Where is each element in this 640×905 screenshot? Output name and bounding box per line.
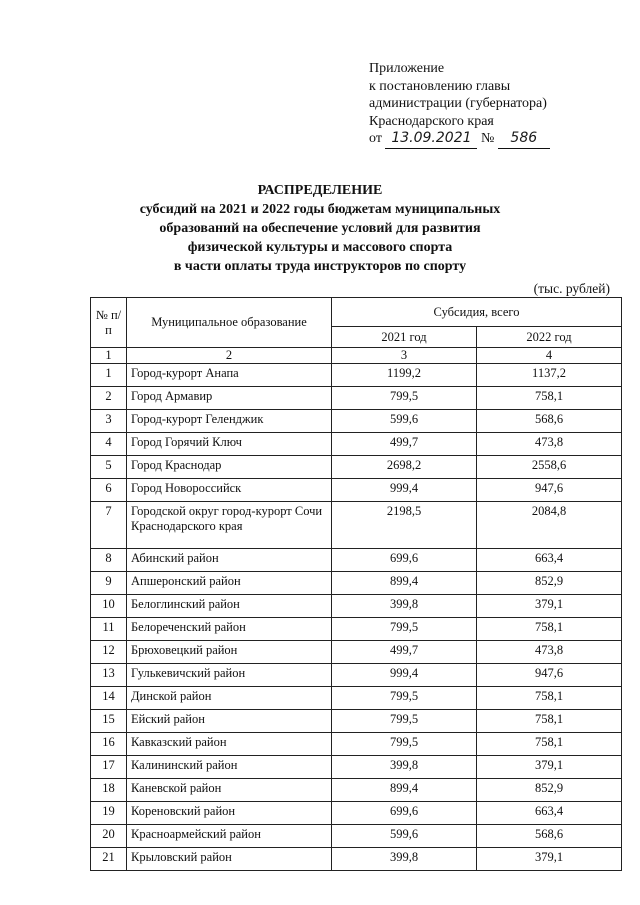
column-number: 3 <box>332 348 477 364</box>
subsidy-2022: 379,1 <box>477 756 622 779</box>
table-row <box>91 802 622 825</box>
subsidy-2022: 758,1 <box>477 387 622 410</box>
header-year-2021: 2021 год <box>332 327 477 348</box>
subsidy-2021: 999,4 <box>332 664 477 687</box>
column-number: 4 <box>477 348 622 364</box>
handwritten-number: 586 <box>498 130 550 149</box>
subsidy-2021: 799,5 <box>332 387 477 410</box>
subsidy-2022: 473,8 <box>477 641 622 664</box>
row-number: 21 <box>91 848 127 871</box>
subsidy-2022: 473,8 <box>477 433 622 456</box>
municipality-name: Ейский район <box>127 710 332 733</box>
row-number: 2 <box>91 387 127 410</box>
appendix-line: администрации (губернатора) <box>369 96 547 111</box>
table-row <box>91 710 622 733</box>
subsidy-2021: 599,6 <box>332 825 477 848</box>
municipality-name: Город Новороссийск <box>127 479 332 502</box>
municipality-name: Город-курорт Геленджик <box>127 410 332 433</box>
title-line: субсидий на 2021 и 2022 годы бюджетам муниципальных <box>139 202 501 217</box>
table-row <box>91 779 622 802</box>
subsidy-2021: 799,5 <box>332 618 477 641</box>
subsidy-table <box>90 297 622 871</box>
subsidy-2022: 1137,2 <box>477 364 622 387</box>
row-number: 13 <box>91 664 127 687</box>
subsidy-2022: 758,1 <box>477 687 622 710</box>
table-row <box>91 572 622 595</box>
row-number: 17 <box>91 756 127 779</box>
column-number-row <box>91 348 622 364</box>
row-number: 10 <box>91 595 127 618</box>
row-number: 19 <box>91 802 127 825</box>
subsidy-2022: 852,9 <box>477 779 622 802</box>
header-year-2022: 2022 год <box>477 327 622 348</box>
row-number: 8 <box>91 549 127 572</box>
row-number: 11 <box>91 618 127 641</box>
subsidy-2022: 2558,6 <box>477 456 622 479</box>
column-number: 2 <box>127 348 332 364</box>
title-line: в части оплаты труда инструкторов по спорту <box>173 259 467 274</box>
row-number: 15 <box>91 710 127 733</box>
municipality-name: Динской район <box>127 687 332 710</box>
municipality-name: Калининский район <box>127 756 332 779</box>
subsidy-2021: 699,6 <box>332 549 477 572</box>
document-title <box>0 181 640 276</box>
header-subsidy: Субсидия, всего <box>332 298 622 327</box>
subsidy-2021: 2198,5 <box>332 502 477 549</box>
subsidy-2021: 799,5 <box>332 733 477 756</box>
row-number: 1 <box>91 364 127 387</box>
date-number-line <box>369 130 550 149</box>
subsidy-2021: 399,8 <box>332 756 477 779</box>
title-line: физической культуры и массового спорта <box>187 240 453 255</box>
municipality-name: Городской округ город-курорт Сочи Краснодарского края <box>127 502 332 549</box>
subsidy-2021: 2698,2 <box>332 456 477 479</box>
appendix-block <box>369 60 550 149</box>
subsidy-2022: 852,9 <box>477 572 622 595</box>
municipality-name: Крыловский район <box>127 848 332 871</box>
municipality-name: Город Краснодар <box>127 456 332 479</box>
table-row <box>91 549 622 572</box>
table-row <box>91 664 622 687</box>
table-row <box>91 825 622 848</box>
subsidy-2021: 1199,2 <box>332 364 477 387</box>
municipality-name: Город Армавир <box>127 387 332 410</box>
subsidy-2021: 899,4 <box>332 779 477 802</box>
subsidy-2022: 663,4 <box>477 802 622 825</box>
appendix-line: Приложение <box>369 61 445 76</box>
table-row <box>91 433 622 456</box>
municipality-name: Город-курорт Анапа <box>127 364 332 387</box>
municipality-name: Гулькевичский район <box>127 664 332 687</box>
table-row <box>91 502 622 549</box>
row-number: 9 <box>91 572 127 595</box>
municipality-name: Кореновский район <box>127 802 332 825</box>
subsidy-2022: 947,6 <box>477 479 622 502</box>
table-row <box>91 618 622 641</box>
column-number: 1 <box>91 348 127 364</box>
subsidy-2021: 399,8 <box>332 848 477 871</box>
table-row <box>91 848 622 871</box>
table-row <box>91 364 622 387</box>
table-row <box>91 595 622 618</box>
title-line: РАСПРЕДЕЛЕНИЕ <box>257 183 383 198</box>
row-number: 12 <box>91 641 127 664</box>
subsidy-2022: 568,6 <box>477 410 622 433</box>
row-number: 14 <box>91 687 127 710</box>
municipality-name: Апшеронский район <box>127 572 332 595</box>
municipality-name: Белореченский район <box>127 618 332 641</box>
handwritten-date: 13.09.2021 <box>385 130 477 149</box>
appendix-line: к постановлению главы <box>369 78 511 94</box>
municipality-name: Белоглинский район <box>127 595 332 618</box>
subsidy-2021: 799,5 <box>332 687 477 710</box>
subsidy-2022: 663,4 <box>477 549 622 572</box>
subsidy-2021: 999,4 <box>332 479 477 502</box>
table-row <box>91 456 622 479</box>
subsidy-2021: 699,6 <box>332 802 477 825</box>
subsidy-2021: 599,6 <box>332 410 477 433</box>
municipality-name: Кавказский район <box>127 733 332 756</box>
subsidy-2021: 399,8 <box>332 595 477 618</box>
subsidy-2022: 2084,8 <box>477 502 622 549</box>
appendix-line: Краснодарского края <box>369 113 494 129</box>
row-number: 6 <box>91 479 127 502</box>
subsidy-2022: 947,6 <box>477 664 622 687</box>
table-row <box>91 756 622 779</box>
municipality-name: Абинский район <box>127 549 332 572</box>
subsidy-2022: 379,1 <box>477 595 622 618</box>
row-number: 7 <box>91 502 127 549</box>
subsidy-2021: 499,7 <box>332 641 477 664</box>
municipality-name: Брюховецкий район <box>127 641 332 664</box>
row-number: 3 <box>91 410 127 433</box>
municipality-name: Каневской район <box>127 779 332 802</box>
subsidy-2022: 379,1 <box>477 848 622 871</box>
row-number: 20 <box>91 825 127 848</box>
title-line: образований на обеспечение условий для развития <box>159 221 481 236</box>
header-num: № п/п <box>91 298 127 348</box>
municipality-name: Город Горячий Ключ <box>127 433 332 456</box>
table-row <box>91 687 622 710</box>
table-row <box>91 387 622 410</box>
header-name: Муниципальное образование <box>127 298 332 348</box>
subsidy-2022: 758,1 <box>477 618 622 641</box>
row-number: 16 <box>91 733 127 756</box>
subsidy-2022: 568,6 <box>477 825 622 848</box>
table-header-row <box>91 298 622 327</box>
units-label: (тыс. рублей) <box>533 281 610 296</box>
subsidy-2021: 499,7 <box>332 433 477 456</box>
table-row <box>91 733 622 756</box>
row-number: 5 <box>91 456 127 479</box>
row-number: 18 <box>91 779 127 802</box>
subsidy-2022: 758,1 <box>477 710 622 733</box>
municipality-name: Красноармейский район <box>127 825 332 848</box>
subsidy-2022: 758,1 <box>477 733 622 756</box>
date-prefix: от <box>369 131 382 146</box>
subsidy-2021: 899,4 <box>332 572 477 595</box>
subsidy-2021: 799,5 <box>332 710 477 733</box>
table-row <box>91 479 622 502</box>
table-row <box>91 641 622 664</box>
row-number: 4 <box>91 433 127 456</box>
number-prefix: № <box>480 131 495 146</box>
table-row <box>91 410 622 433</box>
